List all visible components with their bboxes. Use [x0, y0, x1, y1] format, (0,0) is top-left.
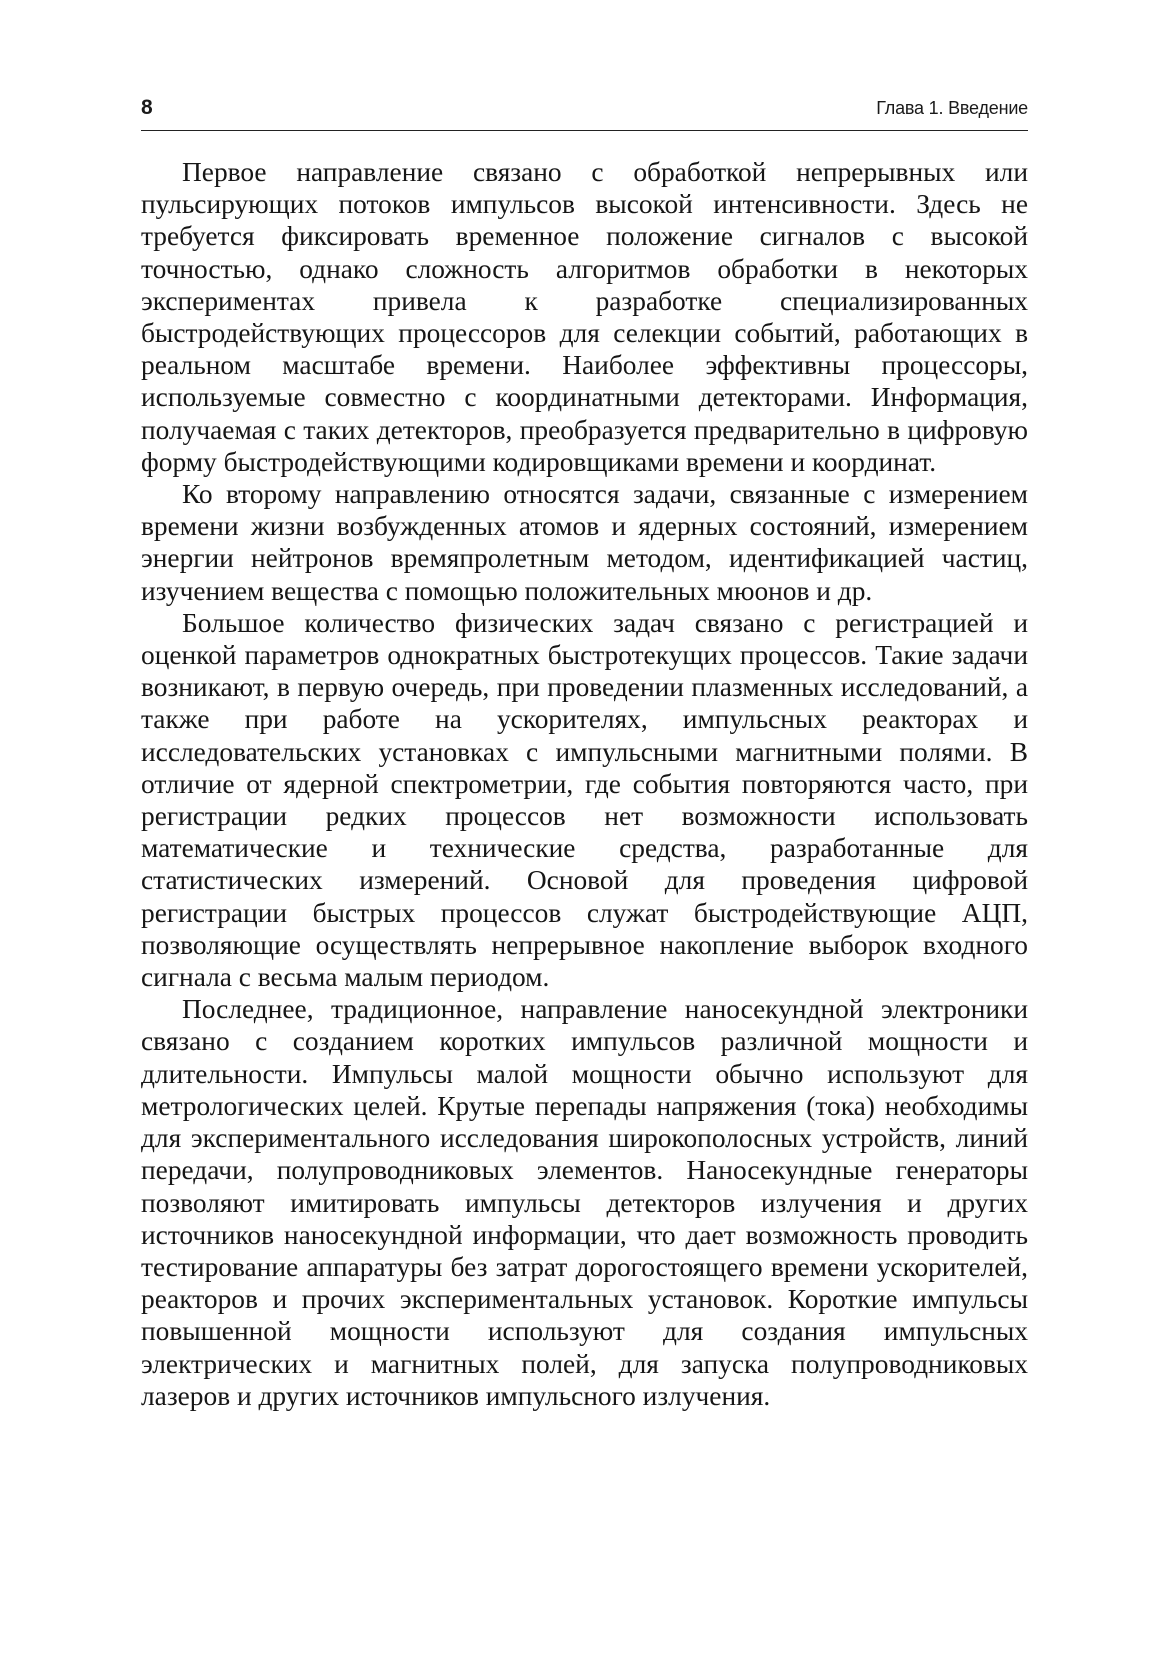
page-number: 8 — [141, 96, 153, 119]
running-head: Глава 1. Введение — [876, 98, 1028, 118]
page-header — [141, 96, 1028, 131]
paragraph: Большое количество физических задач связано с регистрацией и оценкой параметров однократных быстротекущих процессов. Такие задачи возникают, в первую очередь, при проведении плазменных исследований, а также при работе на ускорителях, импульсных реакторах и исследовательских установках с импульсными магнитными полями. В отличие от ядерной спектрометрии, где события повторяются часто, при регистрации редких процессов нет возможности использовать математические и технические средства, разработанные для статистических измерений. Основой для проведения цифровой регистрации быстрых процессов служат быстродействующие АЦП, позволяющие осуществлять непрерывное накопление выборок входного сигнала с весьма малым периодом. — [141, 607, 1028, 993]
paragraph: Ко второму направлению относятся задачи, связанные с измерением времени жизни возбужденных атомов и ядерных состояний, измерением энергии нейтронов времяпролетным методом, идентификацией частиц, изучением вещества с помощью положительных мюонов и др. — [141, 479, 1028, 606]
body-text — [141, 156, 1028, 1412]
paragraph: Первое направление связано с обработкой непрерывных или пульсирующих потоков импульсов высокой интенсивности. Здесь не требуется фиксировать временное положение сигналов с высокой точностью, однако сложность алгоритмов обработки в некоторых экспериментах привела к разработке специализированных быстродействующих процессоров для селекции событий, работающих в реальном масштабе времени. Наиболее эффективны процессоры, используемые совместно с координатными детекторами. Информация, получаемая с таких детекторов, преобразуется предварительно в цифровую форму быстродействующими кодировщиками времени и координат. — [141, 157, 1028, 477]
paragraph: Последнее, традиционное, направление наносекундной электроники связано с созданием коротких импульсов различной мощности и длительности. Импульсы малой мощности обычно используют для метрологических целей. Крутые перепады напряжения (тока) необходимы для экспериментального исследования широкополосных устройств, линий передачи, полупроводниковых элементов. Наносекундные генераторы позволяют имитировать импульсы детекторов излучения и других источников наносекундной информации, что дает возможность проводить тестирование аппаратуры без затрат дорогостоящего времени ускорителей, реакторов и прочих экспериментальных установок. Короткие импульсы повышенной мощности используют для создания импульсных электрических и магнитных полей, для запуска полупроводниковых лазеров и других источников импульсного излучения. — [141, 994, 1028, 1411]
